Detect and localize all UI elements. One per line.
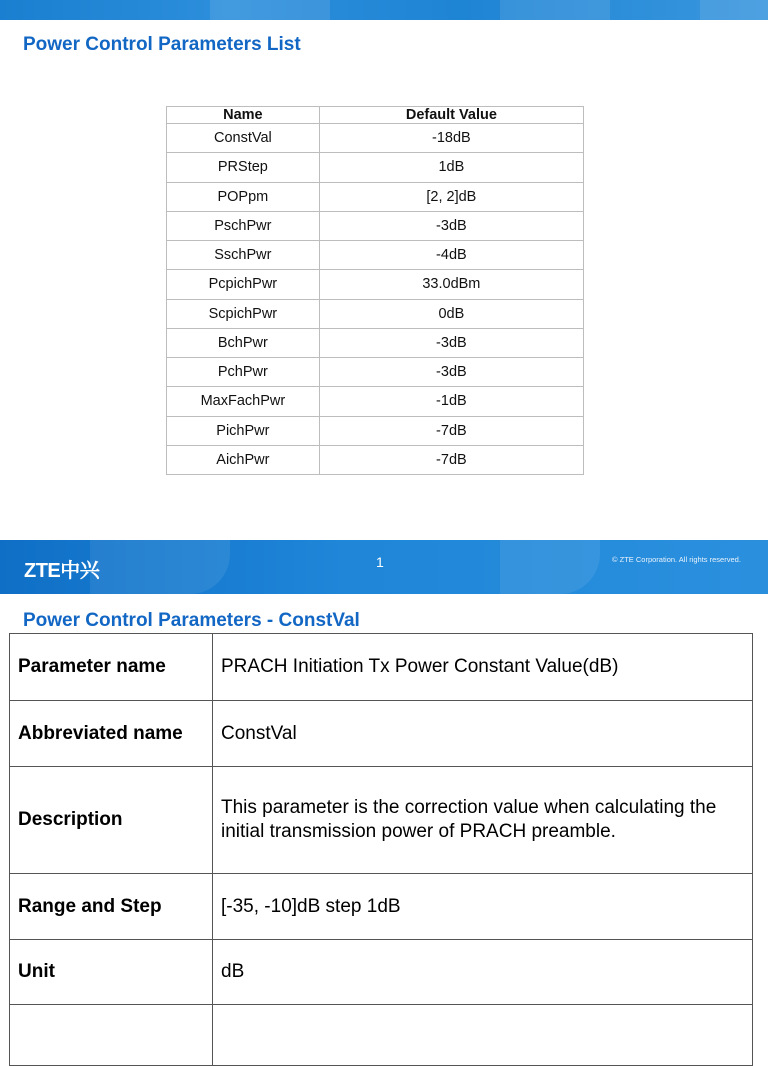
table-row [167, 153, 584, 182]
row-label: Parameter name [10, 634, 213, 701]
row-value: [-35, -10]dB step 1dB [213, 874, 753, 940]
column-header-name: Name [167, 107, 320, 124]
default-value-cell: -7dB [319, 416, 583, 445]
row-label: Abbreviated name [10, 701, 213, 767]
row-value [213, 1005, 753, 1066]
table-row [167, 270, 584, 299]
column-header-default-value: Default Value [319, 107, 583, 124]
parameter-name-cell: PichPwr [167, 416, 320, 445]
parameter-name-cell: ScpichPwr [167, 299, 320, 328]
table-row [167, 299, 584, 328]
default-value-cell: -4dB [319, 241, 583, 270]
copyright-text: © ZTE Corporation. All rights reserved. [612, 555, 741, 564]
parameter-detail-table [9, 633, 753, 1066]
table-row [167, 445, 584, 474]
row-label: Range and Step [10, 874, 213, 940]
table-row [167, 387, 584, 416]
table-row [10, 874, 753, 940]
table-row [167, 182, 584, 211]
row-label: Unit [10, 940, 213, 1005]
table-row [167, 241, 584, 270]
parameter-name-cell: SschPwr [167, 241, 320, 270]
default-value-cell: -3dB [319, 358, 583, 387]
table-row [10, 940, 753, 1005]
default-value-cell: -3dB [319, 211, 583, 240]
table-row [167, 328, 584, 357]
table-row [10, 634, 753, 701]
row-value: ConstVal [213, 701, 753, 767]
default-value-cell: 1dB [319, 153, 583, 182]
table-row [10, 1005, 753, 1066]
slide-title-constval: Power Control Parameters - ConstVal [23, 610, 360, 631]
table-row [167, 124, 584, 153]
slide-title: Power Control Parameters List [23, 34, 301, 55]
default-value-cell: [2, 2]dB [319, 182, 583, 211]
row-label [10, 1005, 213, 1066]
footer-banner [0, 540, 768, 594]
default-value-cell: -3dB [319, 328, 583, 357]
page-number: 1 [376, 554, 384, 570]
parameter-name-cell: PchPwr [167, 358, 320, 387]
parameter-name-cell: POPpm [167, 182, 320, 211]
parameters-table [166, 106, 584, 475]
row-value: PRACH Initiation Tx Power Constant Value(dB) [213, 634, 753, 701]
parameter-name-cell: ConstVal [167, 124, 320, 153]
table-row [167, 358, 584, 387]
zte-logo: ZTE中兴 [24, 560, 100, 582]
parameter-name-cell: MaxFachPwr [167, 387, 320, 416]
table-row [167, 416, 584, 445]
table-row [10, 767, 753, 874]
row-value: This parameter is the correction value when calculating the initial transmission power of PRACH preamble. [213, 767, 753, 874]
default-value-cell: -1dB [319, 387, 583, 416]
top-banner [0, 0, 768, 20]
parameter-name-cell: BchPwr [167, 328, 320, 357]
default-value-cell: -18dB [319, 124, 583, 153]
default-value-cell: 0dB [319, 299, 583, 328]
parameter-name-cell: AichPwr [167, 445, 320, 474]
row-label: Description [10, 767, 213, 874]
default-value-cell: 33.0dBm [319, 270, 583, 299]
table-row [10, 701, 753, 767]
parameter-name-cell: PschPwr [167, 211, 320, 240]
parameter-name-cell: PRStep [167, 153, 320, 182]
default-value-cell: -7dB [319, 445, 583, 474]
parameters-table-body [167, 124, 584, 475]
row-value: dB [213, 940, 753, 1005]
table-row [167, 211, 584, 240]
table-header-row [167, 107, 584, 124]
parameter-name-cell: PcpichPwr [167, 270, 320, 299]
